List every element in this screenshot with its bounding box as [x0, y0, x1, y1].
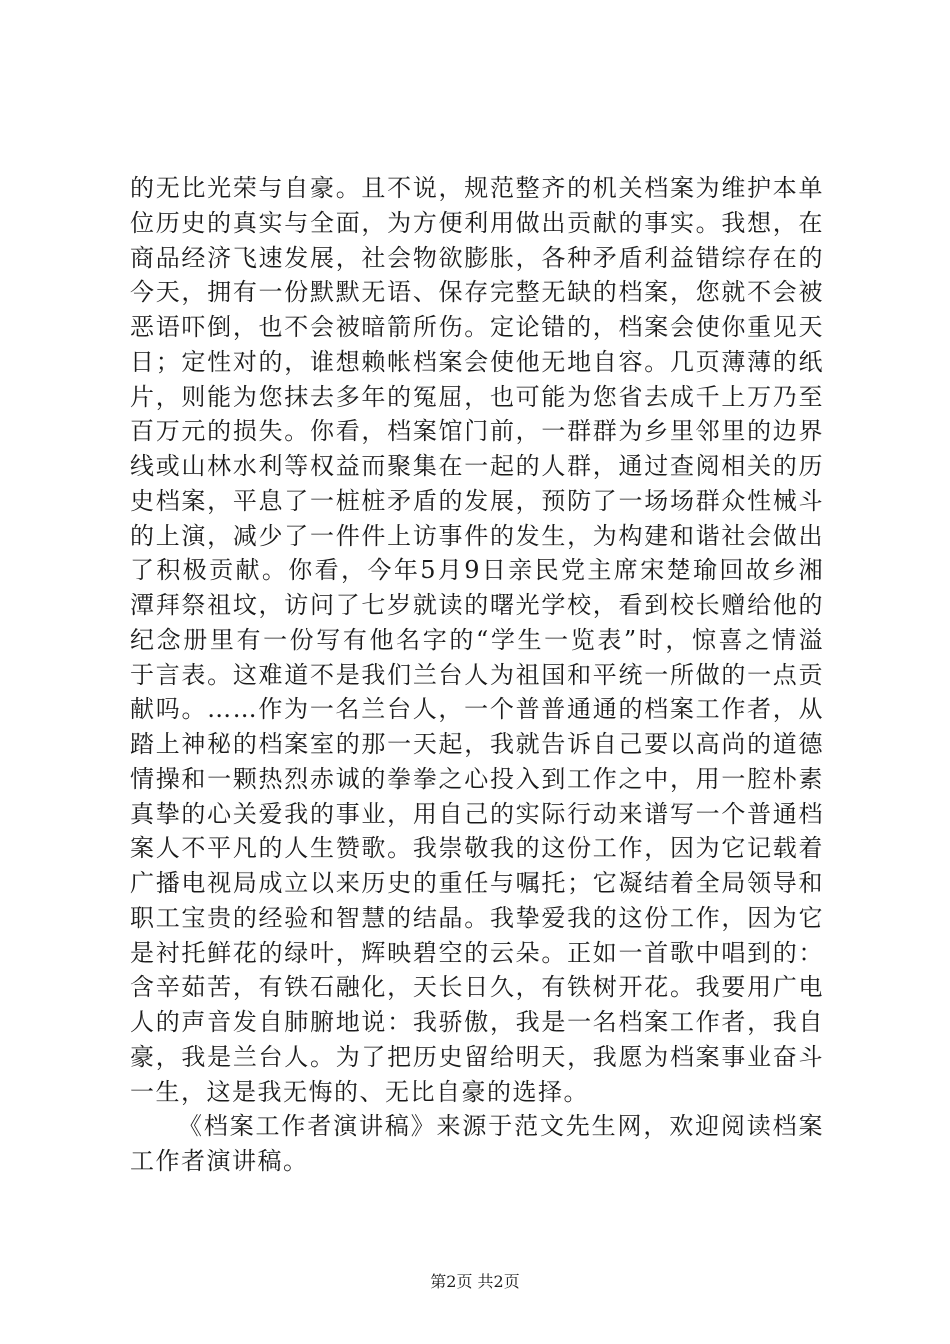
text-line: 日；定性对的，谁想赖帐档案会使他无地自容。几页薄薄的纸	[130, 347, 824, 376]
text-line: 职工宝贵的经验和智慧的结晶。我挚爱我的这份工作，因为它	[130, 903, 824, 932]
text-line: 史档案，平息了一桩桩矛盾的发展，预防了一场场群众性械斗	[130, 486, 824, 515]
text-line: 献吗。……作为一名兰台人，一个普普通通的档案工作者，从	[130, 695, 824, 724]
text-line: 线或山林水利等权益而聚集在一起的人群，通过查阅相关的历	[130, 452, 824, 480]
text-line: 片，则能为您抹去多年的冤屈，也可能为您省去成千上万乃至	[130, 382, 824, 411]
page-number: 第2页 共2页	[430, 1272, 520, 1291]
text-line-indented: 《档案工作者演讲稿》来源于范文先生网，欢迎阅读档案	[178, 1112, 824, 1141]
text-line: 于言表。这难道不是我们兰台人为祖国和平统一所做的一点贡	[130, 660, 824, 689]
text-line: 百万元的损失。你看，档案馆门前，一群群为乡里邻里的边界	[130, 417, 824, 446]
text-line: 的无比光荣与自豪。且不说，规范整齐的机关档案为维护本单	[130, 174, 824, 202]
text-line: 案人不平凡的人生赞歌。我崇敬我的这份工作，因为它记载着	[130, 834, 824, 863]
text-line: 工作者演讲稿。	[130, 1147, 309, 1175]
text-line: 踏上神秘的档案室的那一天起，我就告诉自己要以高尚的道德	[130, 730, 824, 758]
text-line: 是衬托鲜花的绿叶，辉映碧空的云朵。正如一首歌中唱到的：	[130, 938, 824, 967]
text-line: 情操和一颗热烈赤诚的拳拳之心投入到工作之中，用一腔朴素	[130, 764, 824, 793]
text-line: 含辛茹苦，有铁石融化，天长日久，有铁树开花。我要用广电	[130, 973, 824, 1002]
text-line: 真挚的心关爱我的事业，用自己的实际行动来谱写一个普通档	[130, 799, 824, 828]
text-line: 今天，拥有一份默默无语、保存完整无缺的档案，您就不会被	[130, 278, 824, 307]
text-line: 纪念册里有一份写有他名字的“学生一览表”时，惊喜之情溢	[130, 625, 824, 654]
page-footer	[0, 1272, 950, 1292]
text-line: 人的声音发自肺腑地说：我骄傲，我是一名档案工作者，我自	[130, 1008, 824, 1036]
text-line: 了积极贡献。你看，今年5月9日亲民党主席宋楚瑜回故乡湘	[130, 556, 824, 585]
text-line: 恶语吓倒，也不会被暗箭所伤。定论错的，档案会使你重见天	[130, 313, 824, 341]
text-line: 一生，这是我无悔的、无比自豪的选择。	[130, 1077, 589, 1106]
body-text	[130, 171, 824, 1179]
text-line: 广播电视局成立以来历史的重任与嘱托；它凝结着全局领导和	[130, 869, 824, 897]
text-line: 潭拜祭祖坟，访问了七岁就读的曙光学校，看到校长赠给他的	[130, 591, 824, 619]
text-line: 的上演，减少了一件件上访事件的发生，为构建和谐社会做出	[130, 521, 824, 550]
text-line: 豪，我是兰台人。为了把历史留给明天，我愿为档案事业奋斗	[130, 1042, 824, 1071]
text-line: 位历史的真实与全面，为方便利用做出贡献的事实。我想，在	[130, 208, 824, 237]
text-line: 商品经济飞速发展，社会物欲膨胀，各种矛盾利益错综存在的	[130, 243, 824, 272]
